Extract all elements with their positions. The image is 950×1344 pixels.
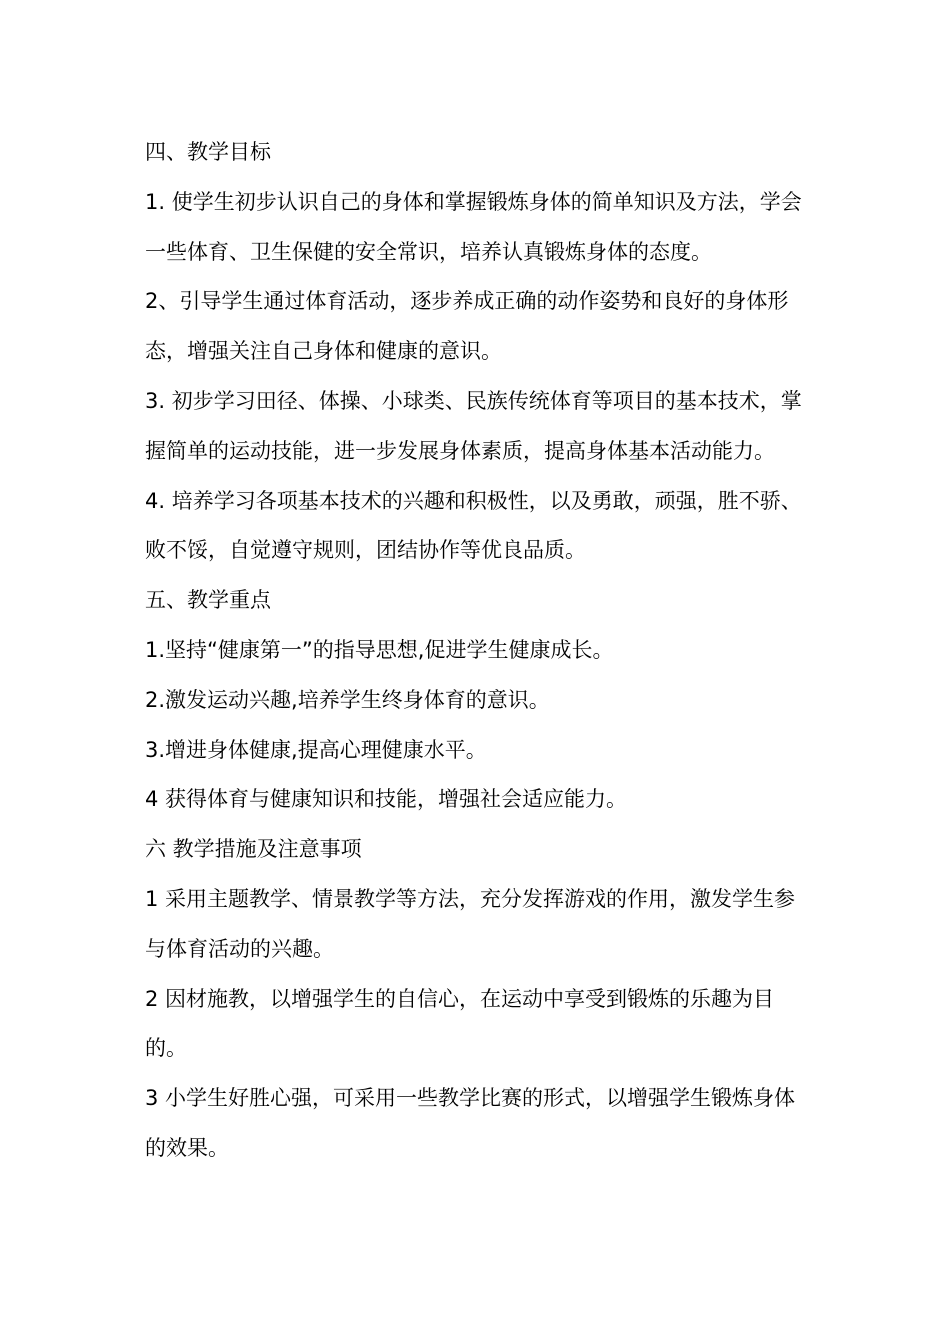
measure-item-3: 3 小学生好胜心强，可采用一些教学比赛的形式，以增强学生锻炼身体的效果。 xyxy=(145,1086,796,1160)
measure-item-2: 2 因材施教，以增强学生的自信心，在运动中享受到锻炼的乐趣为目的。 xyxy=(145,986,775,1061)
objective-item-1: 1. 使学生初步认识自己的身体和掌握锻炼身体的简单知识及方法，学会一些体育、卫生保健的安全常识，培养认真锻炼身体的态度。 xyxy=(145,189,802,264)
objective-item-3: 3. 初步学习田径、体操、小球类、民族传统体育等项目的基本技术，掌握简单的运动技能，进一步发展身体素质，提高身体基本活动能力。 xyxy=(145,388,802,463)
measure-item-1: 1 采用主题教学、情景教学等方法，充分发挥游戏的作用，激发学生参与体育活动的兴趣。 xyxy=(145,886,796,961)
section-heading-objectives: 四、教学目标 xyxy=(145,140,271,164)
objective-item-2: 2、引导学生通过体育活动，逐步养成正确的动作姿势和良好的身体形态，增强关注自己身体和健康的意识。 xyxy=(145,289,789,364)
section-heading-measures: 六 教学措施及注意事项 xyxy=(145,837,362,862)
objective-item-4: 4. 培养学习各项基本技术的兴趣和积极性，以及勇敢，顽强，胜不骄、败不馁，自觉遵守规则，团结协作等优良品质。 xyxy=(145,488,802,563)
key-point-item-2: 2.激发运动兴趣,培养学生终身体育的意识。 xyxy=(145,687,550,712)
key-point-item-1: 1.坚持“健康第一”的指导思想,促进学生健康成长。 xyxy=(145,637,614,662)
document-body xyxy=(145,128,815,1174)
key-point-item-4: 4 获得体育与健康知识和技能，增强社会适应能力。 xyxy=(145,787,628,812)
key-point-item-3: 3.增进身体健康,提高心理健康水平。 xyxy=(145,737,487,762)
section-heading-key-points: 五、教学重点 xyxy=(145,588,271,613)
